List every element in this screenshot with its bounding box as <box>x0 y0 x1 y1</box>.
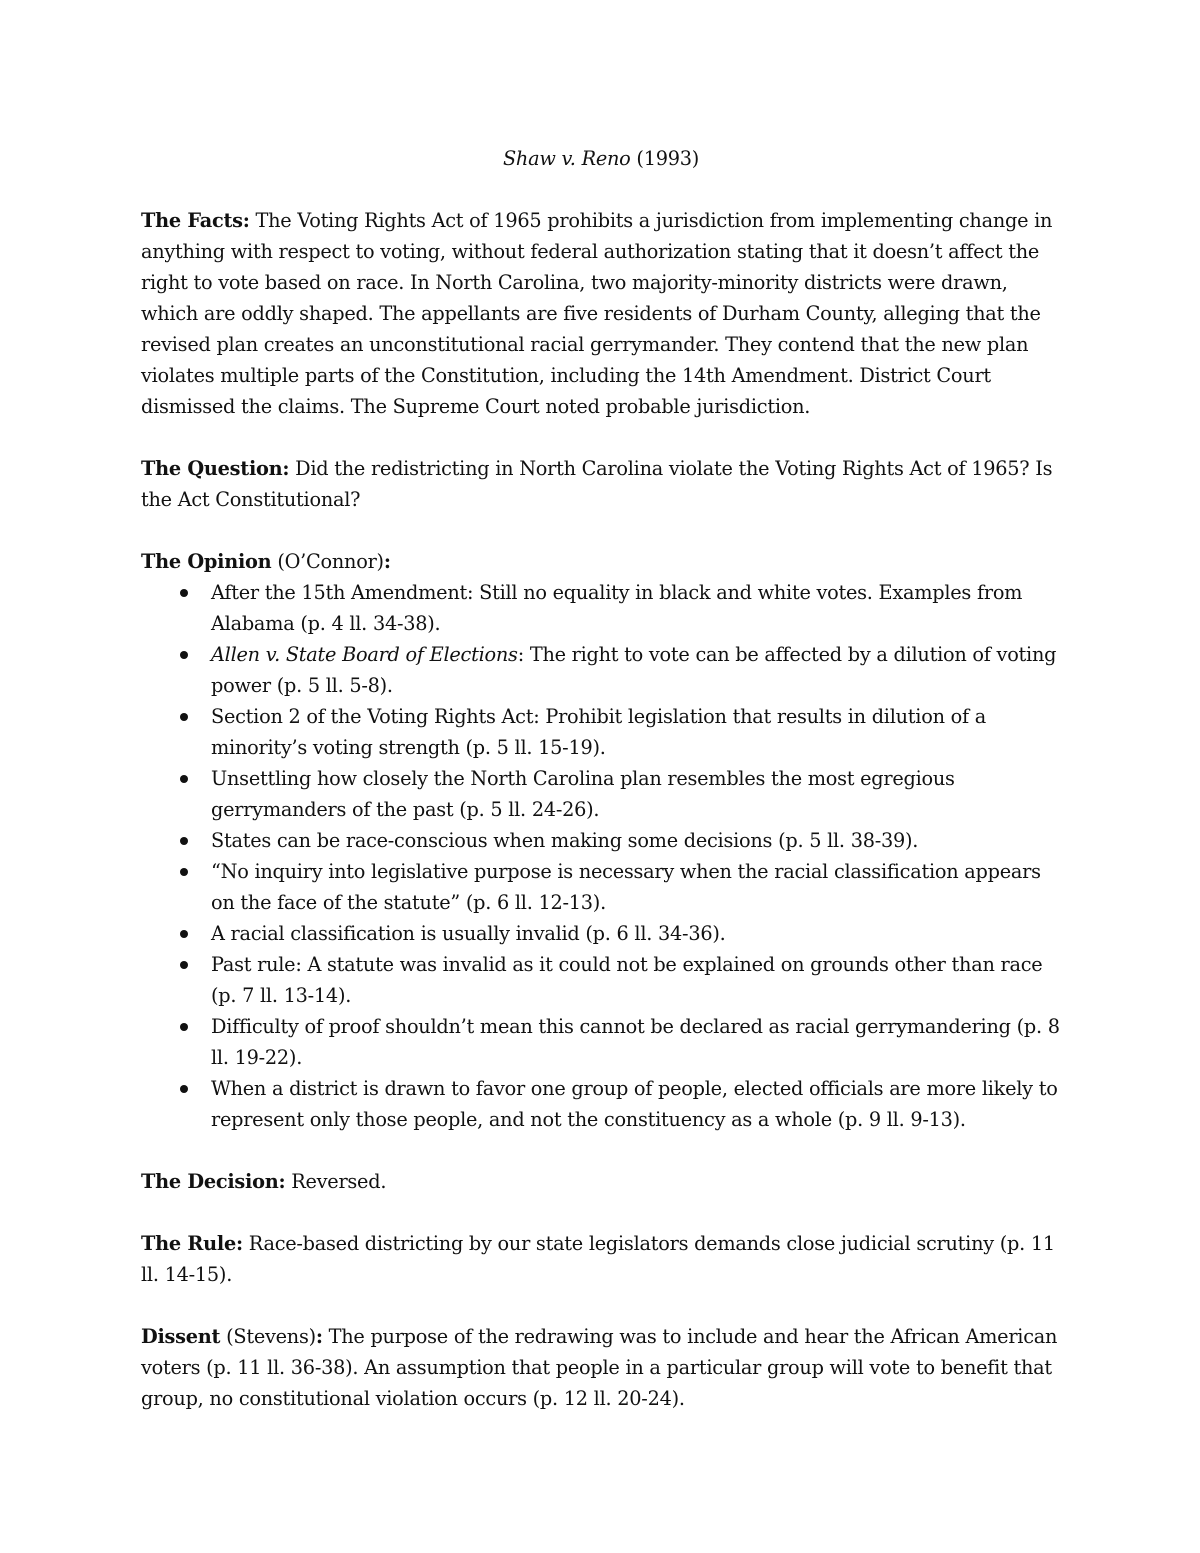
page-title <box>141 143 1061 174</box>
facts-section <box>141 205 1061 422</box>
question-heading: The Question: <box>141 457 290 480</box>
list-item <box>141 949 1061 1011</box>
dissent-author: (Stevens) <box>226 1325 316 1348</box>
bullet-text: States can be race-conscious when making some decisions (p. 5 ll. 38-39). <box>211 829 919 852</box>
bullet-icon <box>180 651 188 659</box>
bullet-icon <box>180 589 188 597</box>
bullet-text: Unsettling how closely the North Carolina plan resembles the most egregious gerrymanders of the past (p. 5 ll. 24-26). <box>211 767 955 821</box>
bullet-icon <box>180 1023 188 1031</box>
list-item <box>141 577 1061 639</box>
rule-text: Race-based districting by our state legislators demands close judicial scrutiny (p. 11 ll. 14-15). <box>141 1232 1055 1286</box>
list-item <box>141 763 1061 825</box>
rule-section <box>141 1228 1061 1290</box>
list-item <box>141 856 1061 918</box>
bullet-text: “No inquiry into legislative purpose is necessary when the racial classification appears on the face of the statute” (p. 6 ll. 12-13). <box>211 860 1041 914</box>
question-section <box>141 453 1061 515</box>
bullet-text: When a district is drawn to favor one group of people, elected officials are more likely to represent only those people, and not the constituency as a whole (p. 9 ll. 9-13). <box>211 1077 1058 1131</box>
bullet-icon <box>180 837 188 845</box>
bullet-icon <box>180 961 188 969</box>
dissent-heading: Dissent <box>141 1325 221 1348</box>
document-page <box>141 143 1061 1445</box>
bullet-text: A racial classification is usually invalid (p. 6 ll. 34-36). <box>211 922 726 945</box>
list-item <box>141 825 1061 856</box>
dissent-text: The purpose of the redrawing was to include and hear the African American voters (p. 11 ll. 36-38). An assumption that people in a particular group will vote to benefit that group, no constitutional violation occurs (p. 12 ll. 20-24). <box>141 1325 1058 1410</box>
list-item <box>141 918 1061 949</box>
decision-heading: The Decision: <box>141 1170 286 1193</box>
list-item <box>141 1073 1061 1135</box>
opinion-bullet-list <box>141 577 1061 1135</box>
bullet-icon <box>180 775 188 783</box>
list-item <box>141 701 1061 763</box>
case-year: (1993) <box>636 147 700 170</box>
bullet-icon <box>180 868 188 876</box>
bullet-icon <box>180 930 188 938</box>
opinion-colon: : <box>383 550 391 573</box>
bullet-text: : The right to vote can be affected by a dilution of voting power (p. 5 ll. 5-8). <box>211 643 1057 697</box>
dissent-section <box>141 1321 1061 1414</box>
list-item <box>141 1011 1061 1073</box>
opinion-heading: The Opinion <box>141 550 272 573</box>
list-item <box>141 639 1061 701</box>
bullet-text: Section 2 of the Voting Rights Act: Prohibit legislation that results in dilution of a minority’s voting strength (p. 5 ll. 15-19). <box>211 705 986 759</box>
opinion-heading-line <box>141 546 1061 577</box>
dissent-colon: : <box>315 1325 323 1348</box>
facts-text: The Voting Rights Act of 1965 prohibits a jurisdiction from implementing change in anything with respect to voting, without federal authorization stating that it doesn’t affect the right to vote based on race. In North Carolina, two majority-minority districts were drawn, which are oddly shaped. The appellants are five residents of Durham County, alleging that the revised plan creates an unconstitutional racial gerrymander. They contend that the new plan violates multiple parts of the Constitution, including the 14th Amendment. District Court dismissed the claims. The Supreme Court noted probable jurisdiction. <box>141 209 1053 418</box>
opinion-author: (O’Connor) <box>277 550 384 573</box>
bullet-case-name: Allen v. State Board of Elections <box>211 643 518 666</box>
question-text: Did the redistricting in North Carolina violate the Voting Rights Act of 1965? Is the Act Constitutional? <box>141 457 1053 511</box>
facts-heading: The Facts: <box>141 209 250 232</box>
bullet-text: After the 15th Amendment: Still no equality in black and white votes. Examples from Alabama (p. 4 ll. 34-38). <box>211 581 1023 635</box>
bullet-icon <box>180 1085 188 1093</box>
case-name: Shaw v. Reno <box>502 147 631 170</box>
rule-heading: The Rule: <box>141 1232 243 1255</box>
opinion-section <box>141 546 1061 1135</box>
bullet-icon <box>180 713 188 721</box>
decision-section <box>141 1166 1061 1197</box>
decision-text: Reversed. <box>291 1170 387 1193</box>
bullet-text: Difficulty of proof shouldn’t mean this cannot be declared as racial gerrymandering (p. 8 ll. 19-22). <box>211 1015 1060 1069</box>
bullet-text: Past rule: A statute was invalid as it could not be explained on grounds other than race (p. 7 ll. 13-14). <box>211 953 1043 1007</box>
